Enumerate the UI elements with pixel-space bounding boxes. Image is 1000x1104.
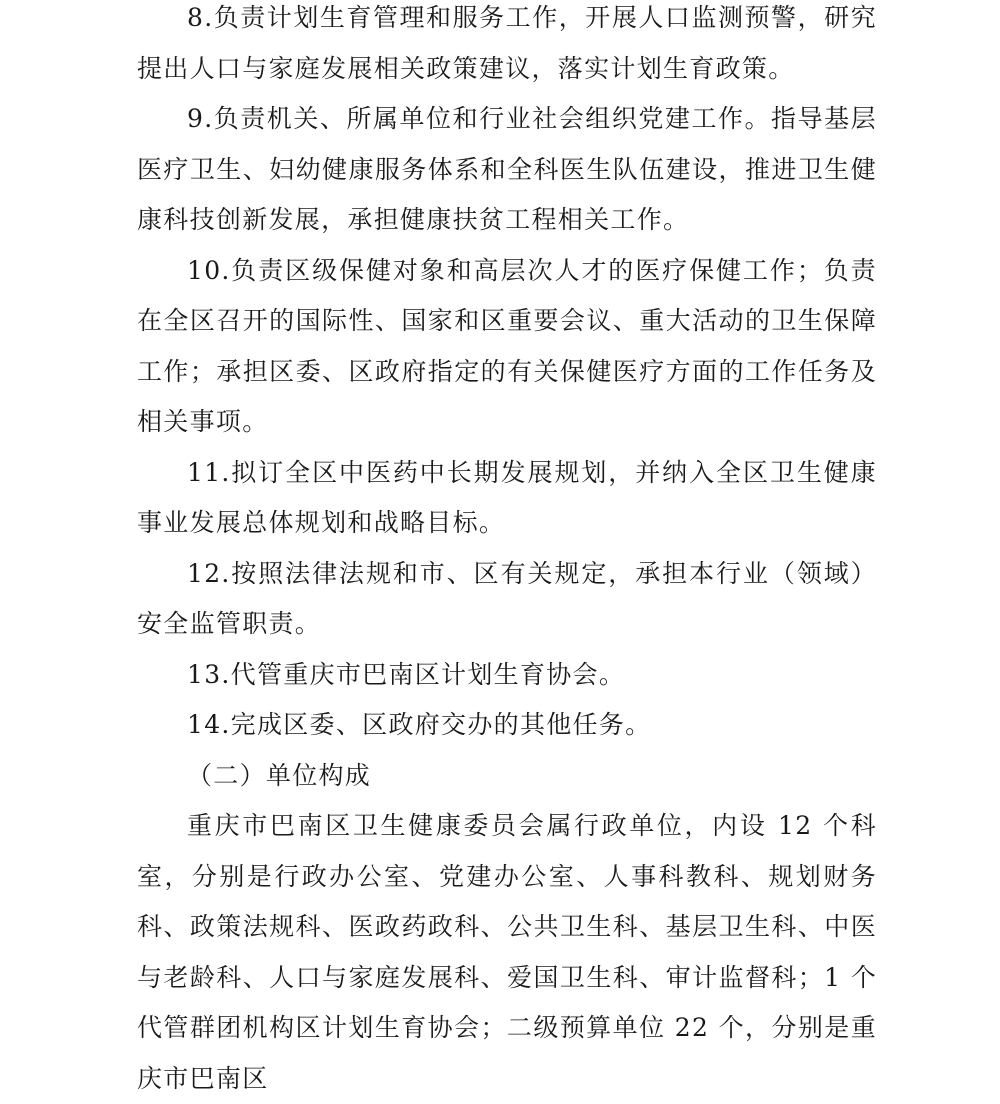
document-page (137, 0, 877, 1104)
duty-item-13: 13.代管重庆市巴南区计划生育协会。 (187, 659, 626, 689)
duty-item-12: 12.按照法律法规和市、区有关规定，承担本行业（领域）安全监管职责。 (137, 558, 877, 638)
duty-item-11: 11.拟订全区中医药中长期发展规划，并纳入全区卫生健康事业发展总体规划和战略目标。 (137, 457, 877, 537)
duty-item-10: 10.负责区级保健对象和高层次人才的医疗保健工作；负责在全区召开的国际性、国家和区重要会议、重大活动的卫生保障工作；承担区委、区政府指定的有关保健医疗方面的工作任务及相关事项。 (137, 255, 877, 436)
duty-item-9: 9.负责机关、所属单位和行业社会组织党建工作。指导基层医疗卫生、妇幼健康服务体系和全科医生队伍建设，推进卫生健康科技创新发展，承担健康扶贫工程相关工作。 (137, 104, 877, 234)
duty-item-8: 8.负责计划生育管理和服务工作，开展人口监测预警，研究提出人口与家庭发展相关政策建议，落实计划生育政策。 (137, 3, 877, 83)
section-body: 重庆市巴南区卫生健康委员会属行政单位，内设 12 个科室，分别是行政办公室、党建办公室、人事科教科、规划财务科、政策法规科、医政药政科、公共卫生科、基层卫生科、中医与老龄科、人口与家庭发展科、爱国卫生科、审计监督科；1 个代管群团机构区计划生育协会；二级预算单位 22 个，分别是重庆市巴南区 (137, 811, 877, 1093)
section-heading: （二）单位构成 (187, 760, 372, 790)
duty-item-14: 14.完成区委、区政府交办的其他任务。 (187, 710, 652, 739)
